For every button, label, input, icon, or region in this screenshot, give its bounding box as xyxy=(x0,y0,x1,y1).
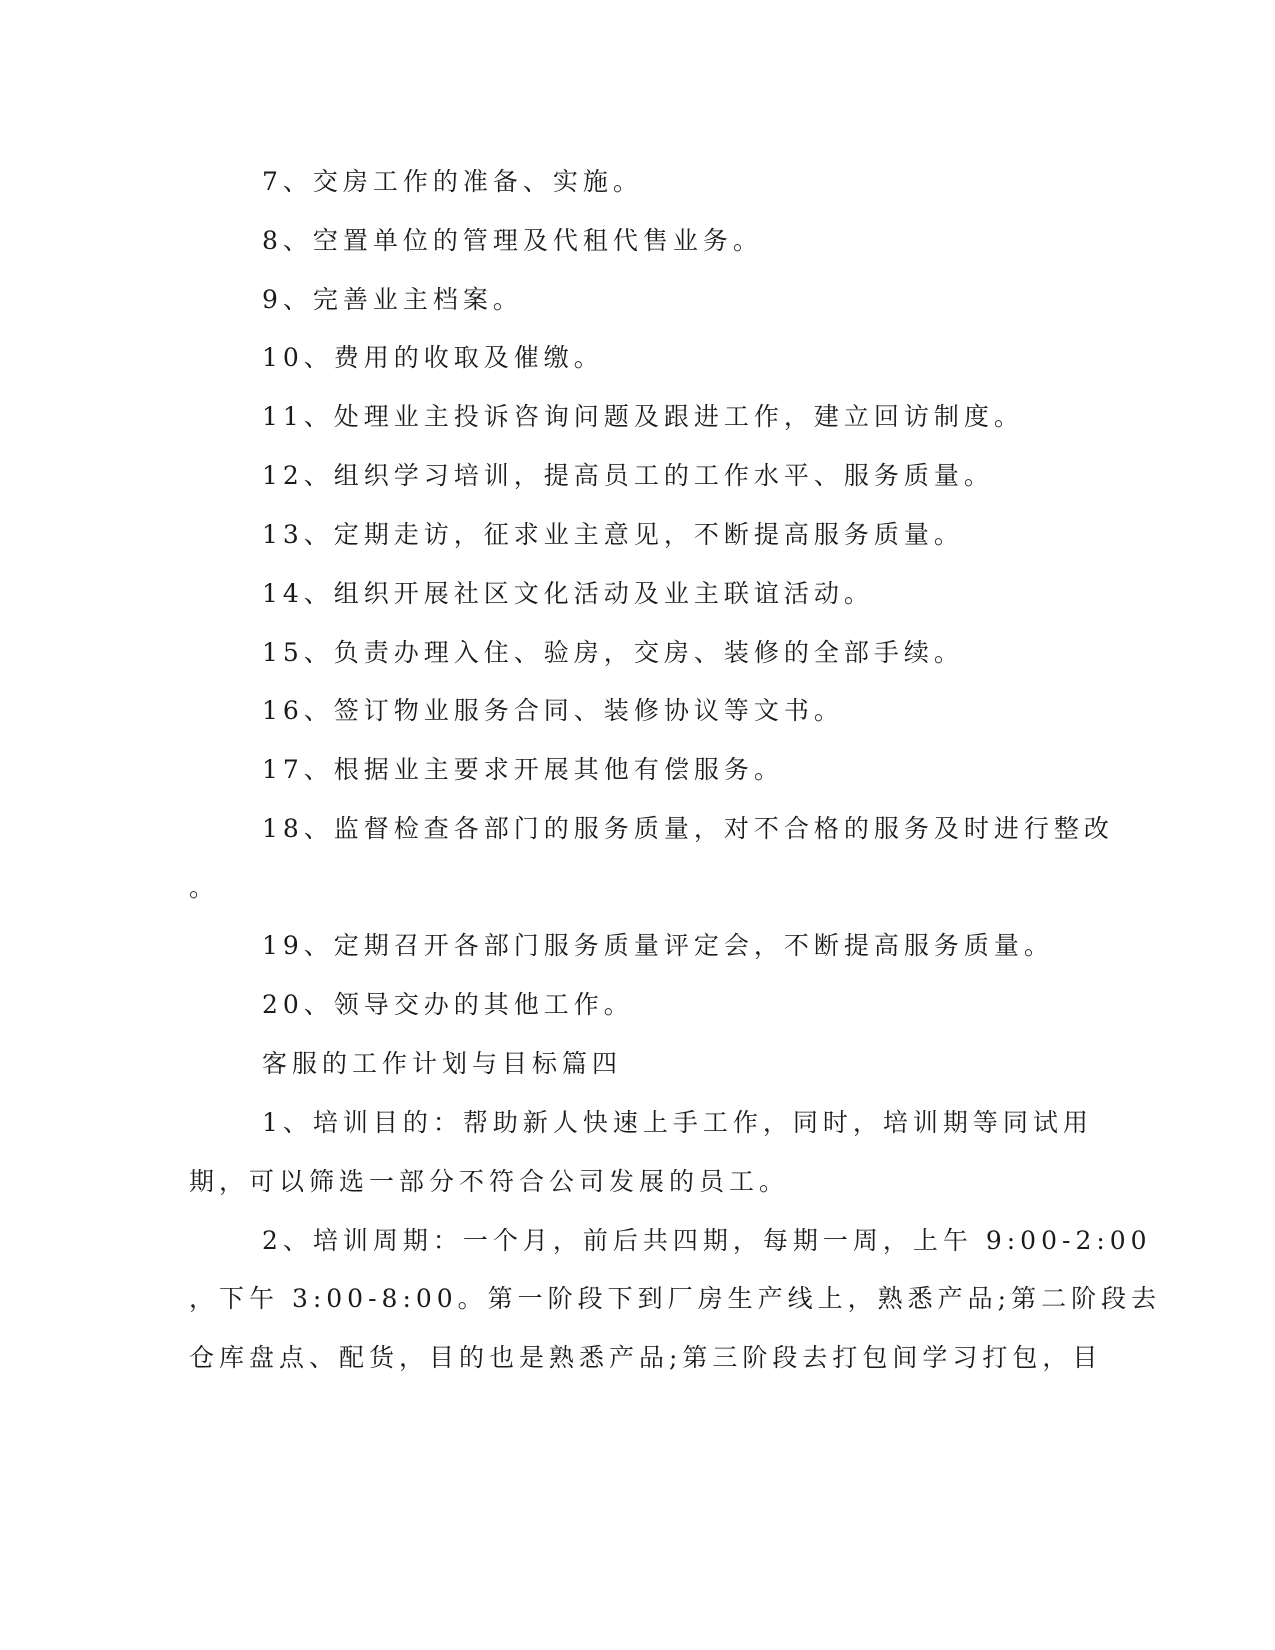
list-item-14: 14、组织开展社区文化活动及业主联谊活动。 xyxy=(262,579,874,608)
list-item-18: 18、监督检查各部门的服务质量，对不合格的服务及时进行整改 xyxy=(262,814,1114,843)
paragraph-line: 期，可以筛选一部分不符合公司发展的员工。 xyxy=(189,1167,790,1196)
paragraph-line: 2、培训周期：一个月，前后共四期，每期一周，上午 9:00-2:00 xyxy=(262,1226,1152,1255)
list-item-15: 15、负责办理入住、验房，交房、装修的全部手续。 xyxy=(262,638,964,667)
paragraph-line: 1、培训目的：帮助新人快速上手工作，同时，培训期等同试用 xyxy=(262,1108,1093,1137)
section-heading: 客服的工作计划与目标篇四 xyxy=(262,1049,623,1078)
list-item-8: 8、空置单位的管理及代租代售业务。 xyxy=(262,226,763,255)
list-item-16: 16、签订物业服务合同、装修协议等文书。 xyxy=(262,696,844,725)
list-item-13: 13、定期走访，征求业主意见，不断提高服务质量。 xyxy=(262,520,964,549)
list-item-17: 17、根据业主要求开展其他有偿服务。 xyxy=(262,755,784,784)
list-item-7: 7、交房工作的准备、实施。 xyxy=(262,167,643,196)
list-item-9: 9、完善业主档案。 xyxy=(262,285,523,314)
list-item-19: 19、定期召开各部门服务质量评定会，不断提高服务质量。 xyxy=(262,931,1054,960)
list-item-11: 11、处理业主投诉咨询问题及跟进工作，建立回访制度。 xyxy=(262,402,1024,431)
list-item-18-continuation: 。 xyxy=(189,873,220,902)
paragraph-line: 仓库盘点、配货，目的也是熟悉产品;第三阶段去打包间学习打包，目 xyxy=(189,1343,1103,1372)
paragraph-line: ，下午 3:00-8:00。第一阶段下到厂房生产线上，熟悉产品;第二阶段去 xyxy=(189,1284,1162,1313)
list-item-12: 12、组织学习培训，提高员工的工作水平、服务质量。 xyxy=(262,461,994,490)
list-item-20: 20、领导交办的其他工作。 xyxy=(262,990,634,1019)
list-item-10: 10、费用的收取及催缴。 xyxy=(262,343,604,372)
